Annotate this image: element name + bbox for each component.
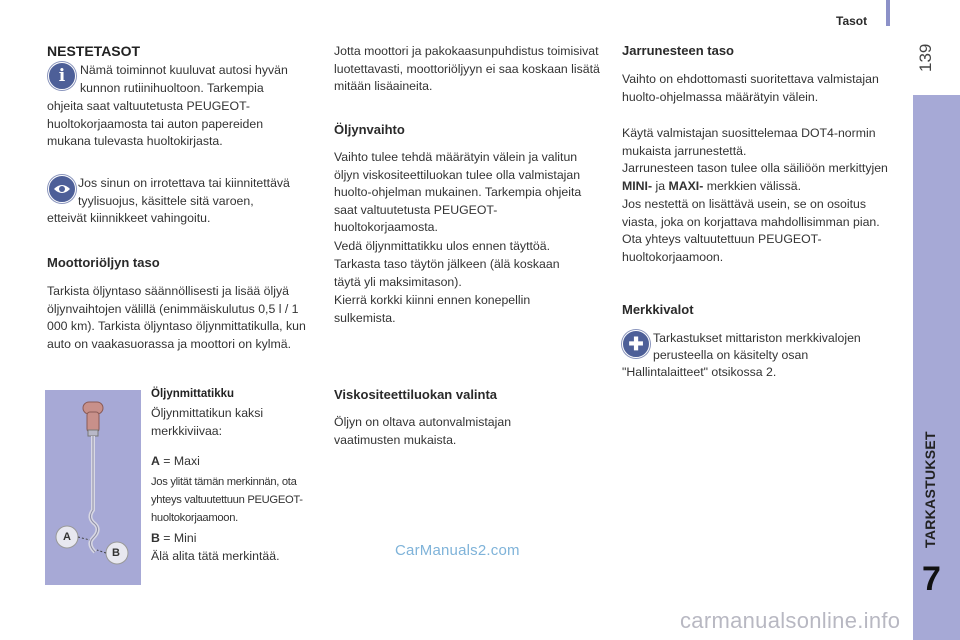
oil-level-text: Tarkista öljyntaso säännöllisesti ja lisää öljyä öljynvaihtojen välillä (enimmäiskulutus 0,5 l / 1 000 km). Tarkista öljyntaso öljynmittatikulla, kun auto on vaakasuorassa ja moottori on kylmä.	[47, 284, 306, 351]
oil-change-p3: Tarkasta taso täytön jälkeen (älä koskaan täytä yli maksimitason).	[334, 257, 560, 289]
section-title: Tasot	[836, 14, 868, 28]
oil-level-heading: Moottoriöljyn taso	[47, 255, 160, 270]
brake-p3-mid: ja	[652, 178, 669, 193]
info-icon: i	[48, 62, 76, 90]
brake-heading: Jarrunesteen taso	[622, 43, 734, 58]
plus-icon: ✚	[622, 330, 650, 358]
brake-p3	[622, 160, 892, 195]
chapter-sidebar	[913, 95, 960, 640]
header-divider	[886, 0, 890, 26]
image-label-a: A	[63, 531, 71, 543]
info-line-2: kunnon rutiinihuoltoon. Tarkempia	[80, 81, 264, 95]
min-mark-text: = Mini	[159, 531, 197, 545]
image-label-b: B	[112, 547, 120, 559]
dipstick-heading: Öljynmittatikku	[151, 388, 235, 400]
info-line-1: Nämä toiminnot kuuluvat autosi hyvän	[80, 63, 288, 77]
indicator-line-1: Tarkastukset mittariston merkkivalojen	[653, 331, 861, 345]
oil-intro: Jotta moottori ja pakokaasunpuhdistus toimisivat luotettavasti, moottoriöljyyn ei saa koskaan lisätä mitään lisäaineita.	[334, 44, 600, 94]
page-heading: NESTETASOT	[47, 43, 141, 59]
oil-change-p2: Vedä öljynmittatikku ulos ennen täyttöä.	[334, 239, 551, 253]
brake-p3-pre: Jarrunesteen tason tulee olla säiliöön merkittyjen	[622, 161, 888, 175]
footer-watermark: carmanualsonline.info	[680, 608, 901, 633]
indicator-heading: Merkkivalot	[622, 302, 694, 317]
dipstick-text: Öljynmittatikun kaksi merkkiviivaa:	[151, 406, 264, 438]
oil-change-p1: Vaihto tulee tehdä määrätyin välein ja valitun öljyn viskositeettiluokan tulee olla valmistajan huolto-ohjelman mukainen. Tarkempia ohjeita saat valtuutetusta PEUGEOT-huoltokorjaamosta.	[334, 150, 582, 235]
indicator-line-3: "Hallintalaitteet" otsikossa 2.	[622, 365, 777, 379]
dipstick-drawing	[45, 390, 141, 585]
oil-change-heading: Öljynvaihto	[334, 122, 405, 137]
indicator-line-2: perusteella on käsitelty osan	[653, 348, 809, 362]
warning-line-1: Jos sinun on irrotettava tai kiinnitettävä	[78, 176, 290, 190]
viscosity-text: Öljyn on oltava autonvalmistajan vaatimusten mukaista.	[334, 415, 512, 447]
brake-p3-post: merkkien välissä.	[703, 178, 802, 193]
warning-line-2: tyylisuojus, käsittele sitä varoen,	[78, 194, 254, 208]
viscosity-heading: Viskositeettiluokan valinta	[334, 387, 498, 402]
max-mark-label: A	[151, 454, 160, 468]
warning-line-3: etteivät kiinnikkeet vahingoitu.	[47, 211, 211, 225]
max-mark-text: = Maxi	[159, 454, 200, 468]
info-paragraph: ohjeita saat valtuutetusta PEUGEOT-huoltokorjaamosta tai auton papereiden mukana tulevasta huoltokirjasta.	[47, 99, 264, 149]
brake-p4: Jos nestettä on lisättävä usein, se on osoitus viasta, joka on korjattava mahdollisimman pian. Ota yhteys valtuutettuun PEUGEOT-huoltokorjaamoon.	[622, 197, 880, 264]
dipstick-image	[45, 390, 141, 585]
eye-icon	[48, 175, 76, 203]
oil-change-p4: Kierrä korkki kiinni ennen konepellin sulkemista.	[334, 293, 531, 325]
brake-p3-min: MINI-	[622, 178, 653, 193]
min-mark	[151, 530, 196, 548]
brake-p1: Vaihto on ehdottomasti suoritettava valmistajan huolto-ohjelmassa määrätyin välein.	[622, 72, 879, 104]
brake-p2: Käytä valmistajan suosittelemaa DOT4-normin mukaista jarrunestettä.	[622, 126, 876, 158]
carmanuals-watermark: CarManuals2.com	[395, 542, 520, 559]
chapter-number: 7	[922, 560, 941, 598]
min-mark-label: B	[151, 531, 160, 545]
min-mark-note: Älä alita tätä merkintää.	[151, 549, 280, 563]
page-number: 139	[916, 43, 935, 72]
chapter-label: TARKASTUKSET	[922, 431, 938, 548]
max-mark-note: Jos ylität tämän merkinnän, ota yhteys valtuutettuun PEUGEOT-huoltokorjaamoon.	[151, 476, 303, 524]
brake-p3-max: MAXI-	[668, 178, 704, 193]
eye-icon-shape	[53, 183, 71, 195]
max-mark	[151, 453, 200, 471]
